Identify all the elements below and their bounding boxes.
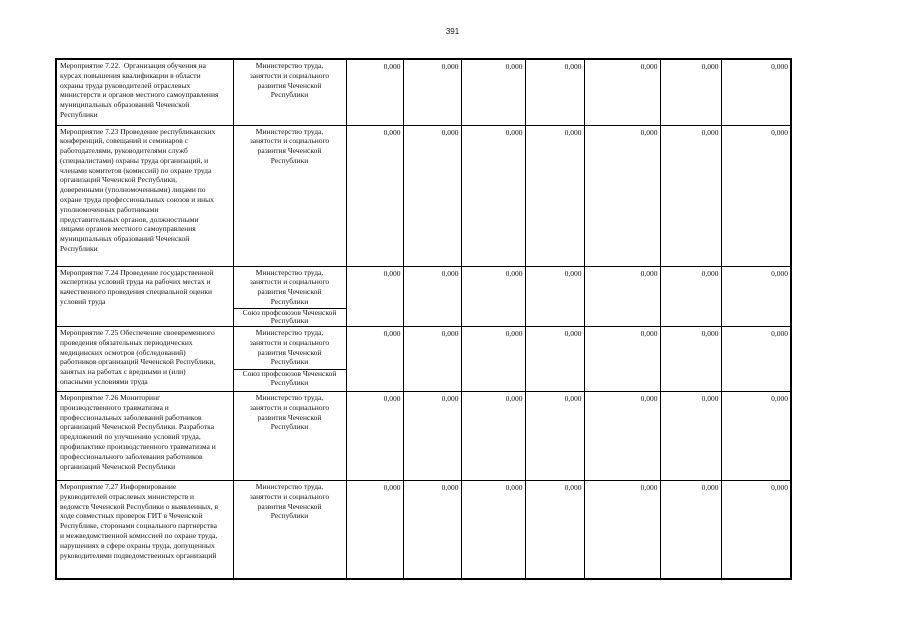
value-cell: 0,000 xyxy=(403,59,461,125)
value-cell: 0,000 xyxy=(461,327,525,392)
activity-cell: Мероприятие 7.26 Мониторинг производственного травматизма и профессиональных заболеваний работников организаций Чеченской Республики. Разработка предложений по улучшению условий труда, профилактике производственного травматизма и профессионального заболевания работников организаций Чеченской Республики xyxy=(56,392,233,481)
value-cell: 0,000 xyxy=(660,266,721,327)
activity-cell: Мероприятие 7.22. Организация обучения на курсах повышения квалификации в области охраны труда руководителей отраслевых министерств и органов местного самоуправления муниципальных образований Чеченской Республики xyxy=(56,59,233,125)
table-body xyxy=(56,59,791,579)
value-cell: 0,000 xyxy=(461,59,525,125)
value-cell: 0,000 xyxy=(525,125,584,266)
value-cell: 0,000 xyxy=(525,327,584,392)
value-cell: 0,000 xyxy=(346,59,403,125)
value-cell: 0,000 xyxy=(584,481,660,579)
responsible-organization: Министерство труда, занятости и социального развития Чеченской Республики xyxy=(249,126,330,165)
page-number: 391 xyxy=(445,27,460,36)
responsible-cell xyxy=(233,481,346,579)
value-cell: 0,000 xyxy=(721,59,791,125)
value-cell: 0,000 xyxy=(403,327,461,392)
responsible-organization: Министерство труда, занятости и социального развития Чеченской Республики xyxy=(234,327,346,370)
responsible-organization: Союз профсоюзов Чеченской Республики xyxy=(242,369,337,387)
table-row xyxy=(56,392,791,481)
value-cell: 0,000 xyxy=(461,125,525,266)
value-cell: 0,000 xyxy=(584,266,660,327)
value-cell: 0,000 xyxy=(403,481,461,579)
value-cell: 0,000 xyxy=(346,392,403,481)
value-cell: 0,000 xyxy=(525,266,584,327)
value-cell: 0,000 xyxy=(660,327,721,392)
value-cell: 0,000 xyxy=(721,481,791,579)
value-cell: 0,000 xyxy=(584,59,660,125)
value-cell: 0,000 xyxy=(660,392,721,481)
responsible-cell xyxy=(233,125,346,266)
value-cell: 0,000 xyxy=(461,392,525,481)
value-cell: 0,000 xyxy=(461,266,525,327)
value-cell: 0,000 xyxy=(461,481,525,579)
responsible-cell xyxy=(233,392,346,481)
responsible-organization: Министерство труда, занятости и социального развития Чеченской Республики xyxy=(249,482,330,521)
value-cell: 0,000 xyxy=(660,125,721,266)
value-cell: 0,000 xyxy=(525,481,584,579)
activities-table xyxy=(55,58,792,580)
responsible-organization: Министерство труда, занятости и социального развития Чеченской Республики xyxy=(249,61,330,100)
value-cell: 0,000 xyxy=(346,481,403,579)
value-cell: 0,000 xyxy=(660,59,721,125)
value-cell: 0,000 xyxy=(721,125,791,266)
value-cell: 0,000 xyxy=(346,125,403,266)
responsible-organization: Министерство труда, занятости и социального развития Чеченской Республики xyxy=(249,393,330,432)
responsible-organization: Министерство труда, занятости и социального развития Чеченской Республики xyxy=(234,267,346,309)
table-row xyxy=(56,125,791,266)
activity-cell: Мероприятие 7.23 Проведение республиканских конференций, совещаний и семинаров с работодателями, руководителями служб (специалистами) охраны труда организаций, и членами комитетов (комиссий) по охране труда организаций Чеченской Республики, доверенными (уполномоченными) лицами по охране труда профессиональных союзов и иных уполномоченных работниками представительных органов, должностными лицами органов местного самоуправления муниципальных образований Чеченской Республики xyxy=(56,125,233,266)
activity-cell: Мероприятие 7.25 Обеспечение своевременного проведения обязательных периодических медицинских осмотров (обследований) работников организаций Чеченской Республики, занятых на работах с вредными и (или) опасными условиями труда xyxy=(56,327,233,392)
responsible-cell xyxy=(233,327,346,392)
responsible-organization: Союз профсоюзов Чеченской Республики xyxy=(242,307,337,326)
value-cell: 0,000 xyxy=(525,392,584,481)
value-cell: 0,000 xyxy=(721,266,791,327)
value-cell: 0,000 xyxy=(346,327,403,392)
activity-cell: Мероприятие 7.24 Проведение государственной экспертизы условий труда на рабочих местах и качественного проведения специальной оценки условий труда xyxy=(56,266,233,327)
value-cell: 0,000 xyxy=(584,327,660,392)
value-cell: 0,000 xyxy=(584,125,660,266)
value-cell: 0,000 xyxy=(584,392,660,481)
value-cell: 0,000 xyxy=(721,327,791,392)
value-cell: 0,000 xyxy=(721,392,791,481)
responsible-cell xyxy=(233,59,346,125)
value-cell: 0,000 xyxy=(346,266,403,327)
responsible-cell xyxy=(233,266,346,327)
table-row xyxy=(56,59,791,125)
value-cell: 0,000 xyxy=(660,481,721,579)
value-cell: 0,000 xyxy=(403,392,461,481)
activity-cell: Мероприятие 7.27 Информирование руководителей отраслевых министерств и ведомств Чеченской Республики о выявленных, в ходе совместных проверок ГИТ в Чеченской Республике, сторонами социального партнерства и межведомственной комиссией по охране труда, нарушениях в сфере охраны труда, допущенных руководителями подведомственных организаций xyxy=(56,481,233,579)
table-row xyxy=(56,327,791,392)
table-row xyxy=(56,481,791,579)
value-cell: 0,000 xyxy=(525,59,584,125)
table-row xyxy=(56,266,791,327)
value-cell: 0,000 xyxy=(403,266,461,327)
value-cell: 0,000 xyxy=(403,125,461,266)
